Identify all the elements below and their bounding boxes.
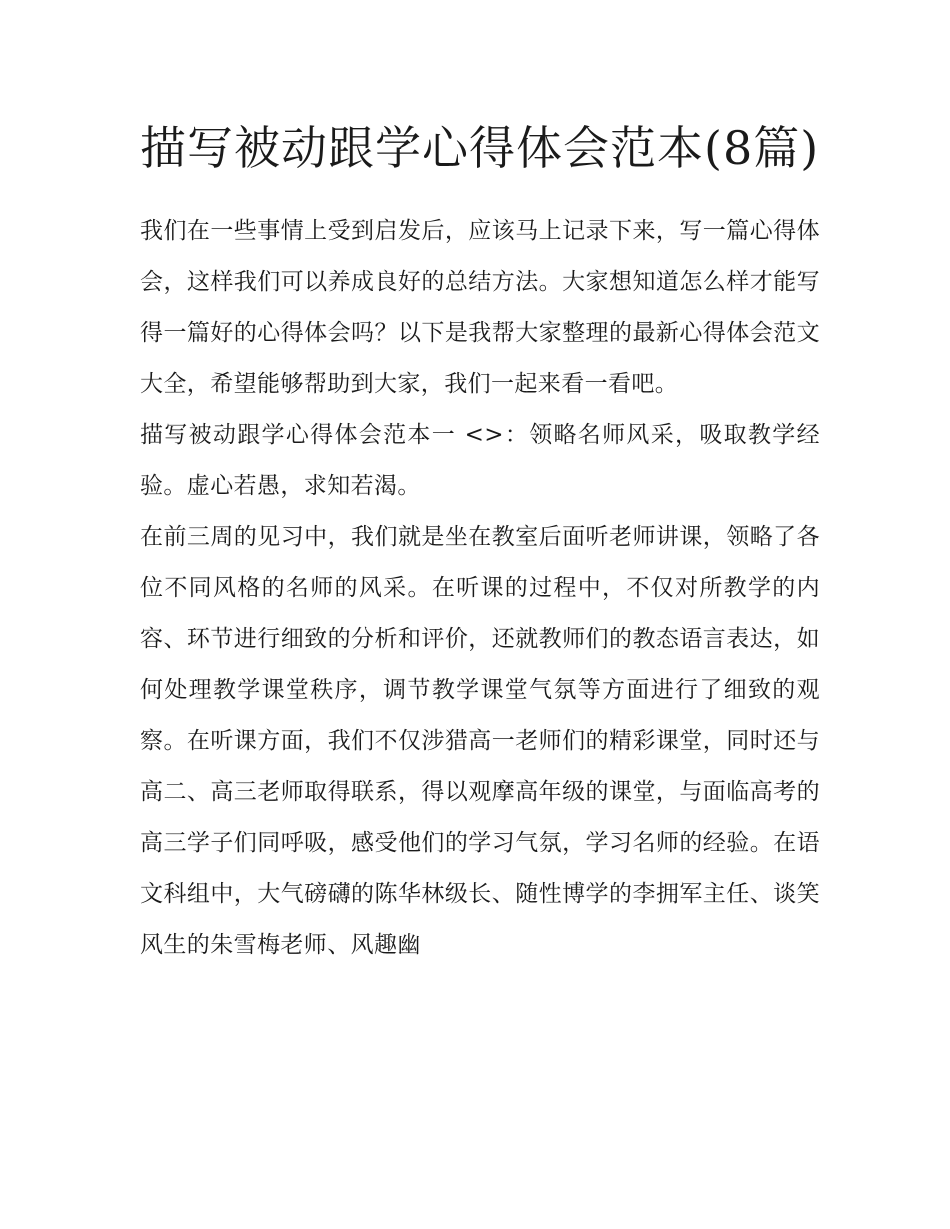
body-paragraph: 在前三周的见习中，我们就是坐在教室后面听老师讲课，领略了各位不同风格的名师的风采。在听课的过程中，不仅对所教学的内容、环节进行细致的分析和评价，还就教师们的教态语言表达，如何处理教学课堂秩序，调节教学课堂气氛等方面进行了细致的观察。在听课方面，我们不仅涉猎高一老师们的精彩课堂，同时还与高二、高三老师取得联系，得以观摩高年级的课堂，与面临高考的高三学子们同呼吸，感受他们的学习气氛，学习名师的经验。在语文科组中，大气磅礴的陈华林级长、随性博学的李拥军主任、谈笑风生的朱雪梅老师、风趣幽 xyxy=(140,524,820,958)
intro-paragraph: 我们在一些事情上受到启发后，应该马上记录下来，写一篇心得体会，这样我们可以养成良好的总结方法。大家想知道怎么样才能写得一篇好的心得体会吗？以下是我帮大家整理的最新心得体会范文大全，希望能够帮助到大家，我们一起来看一看吧。 xyxy=(140,218,820,397)
section-heading-paragraph: 描写被动跟学心得体会范本一 <>：领略名师风采，吸取教学经验。虚心若愚，求知若渴。 xyxy=(140,422,820,499)
document-title: 描写被动跟学心得体会范本(8篇) xyxy=(140,121,820,175)
document-body xyxy=(140,112,820,971)
